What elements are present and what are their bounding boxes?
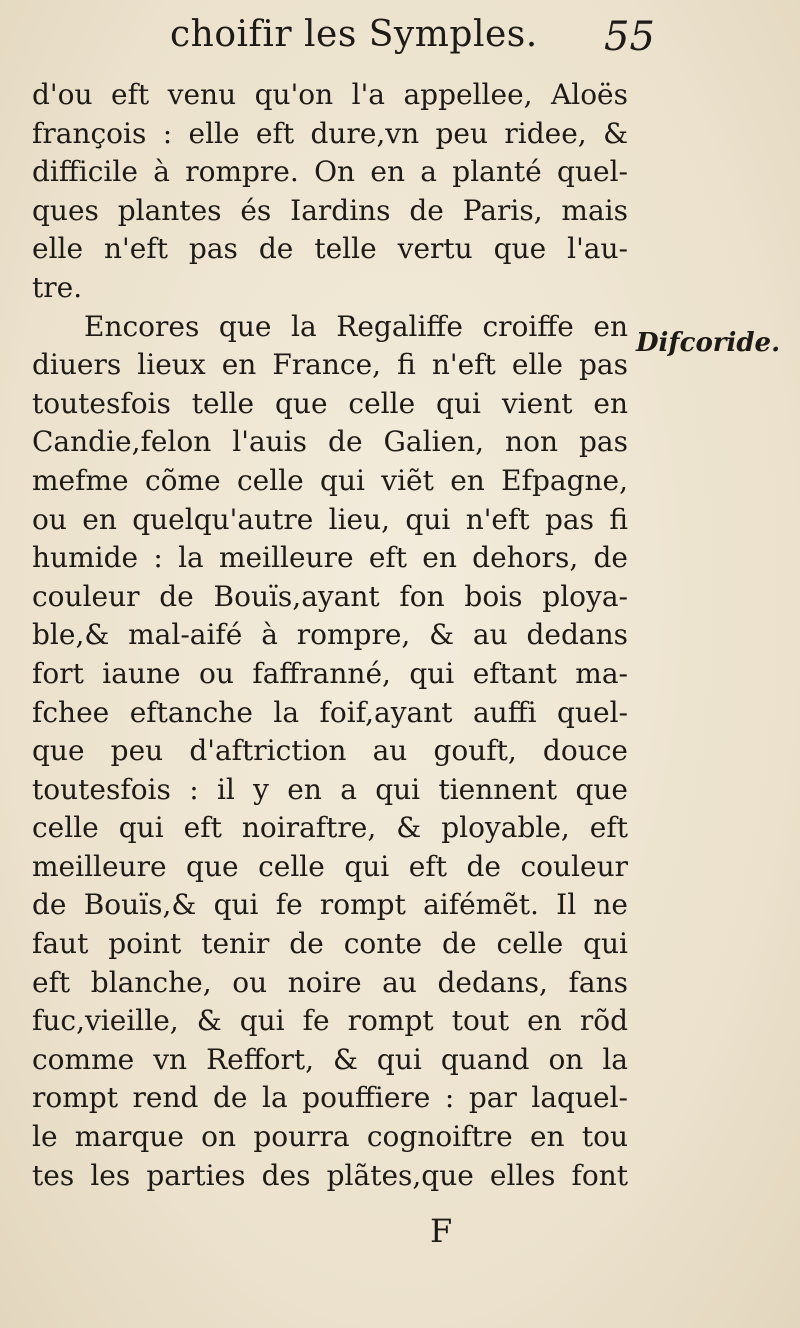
text-line: tes les parties des plãtes,que elles font	[32, 1158, 628, 1192]
text-line: que peu d'aftriction au gouft, douce	[32, 734, 628, 768]
text-line: ou en quelqu'autre lieu, qui n'eft pas fi	[32, 502, 628, 536]
text-line: fort iaune ou faffranné, qui eftant ma-	[32, 656, 628, 690]
text-line: tre.	[32, 270, 83, 304]
text-line: Encores que la Regaliffe croiffe en	[84, 309, 628, 343]
text-line: elle n'eft pas de telle vertu que l'au-	[32, 232, 628, 266]
text-line: ble,& mal-aifé à rompre, & au dedans	[32, 618, 628, 652]
page-number: 55	[604, 14, 655, 60]
text-line: eft blanche, ou noire au dedans, fans	[32, 965, 628, 999]
text-line: toutesfois telle que celle qui vient en	[32, 386, 628, 420]
text-line: faut point tenir de conte de celle qui	[32, 927, 628, 961]
text-line: de Bouïs,& qui fe rompt aifémẽt. Il ne	[32, 888, 628, 922]
text-line: difficile à rompre. On en a planté quel-	[32, 155, 628, 189]
text-line: ques plantes és Iardins de Paris, mais	[32, 193, 628, 227]
margin-note: Difcoride.	[636, 328, 781, 358]
text-line: celle qui eft noiraftre, & ployable, eft	[32, 811, 628, 845]
text-line: le marque on pourra cognoiftre en tou	[32, 1120, 628, 1154]
text-line: françois : elle eft dure,vn peu ridee, &	[32, 116, 628, 150]
text-line: d'ou eft venu qu'on l'a appellee, Aloës	[32, 78, 628, 111]
text-line: mefme cõme celle qui viẽt en Efpagne,	[32, 463, 628, 497]
text-line: comme vn Reffort, & qui quand on la	[32, 1042, 628, 1076]
text-line: Candie,felon l'auis de Galien, non pas	[32, 425, 628, 459]
text-line: diuers lieux en France, fi n'eft elle pas	[32, 348, 628, 382]
text-line: meilleure que celle qui eft de couleur	[32, 849, 628, 883]
text-line: fchee eftanche la foif,ayant auffi quel-	[32, 695, 628, 729]
text-line: toutesfois : il y en a qui tiennent que	[32, 772, 628, 806]
body-text	[32, 76, 628, 1195]
signature-mark: F	[430, 1212, 453, 1250]
text-line: humide : la meilleure eft en dehors, de	[32, 541, 628, 575]
text-line: couleur de Bouïs,ayant fon bois ploya-	[32, 579, 628, 613]
text-line: fuc,vieille, & qui fe rompt tout en rõd	[32, 1004, 628, 1038]
text-line: rompt rend de la pouffiere : par laquel-	[32, 1081, 628, 1115]
running-head: choifir les Symples.	[170, 14, 538, 55]
